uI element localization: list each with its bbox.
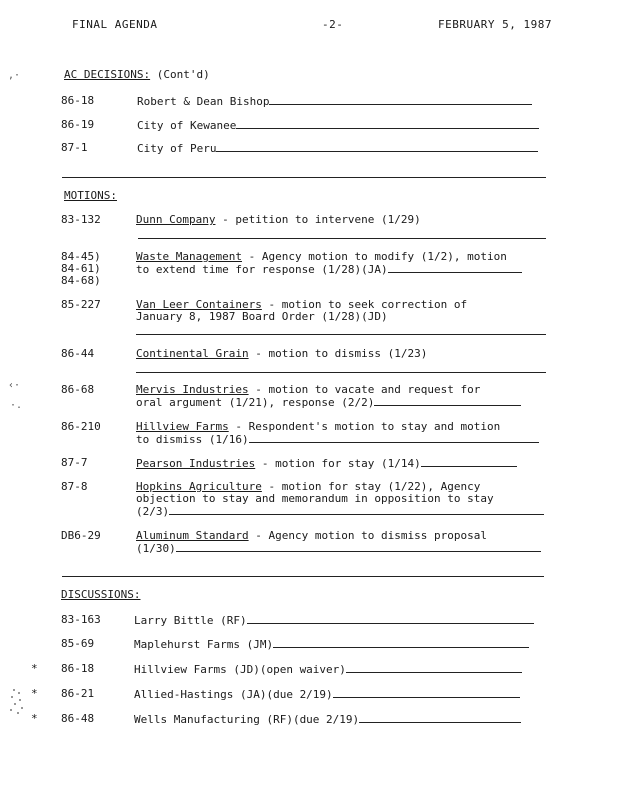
motion-desc: Hillview Farms - Respondent's motion to stay and motion to dismiss (1/16): [136, 421, 546, 446]
motion-number: 83-132: [61, 213, 101, 226]
star-marker: *: [31, 712, 38, 725]
section-divider: [62, 576, 544, 577]
ac-item-number: 86-19: [61, 118, 95, 131]
motion-desc: Aluminum Standard - Agency motion to dismiss proposal (1/30): [136, 530, 546, 555]
section-divider: [62, 177, 546, 178]
margin-mark: ·.: [10, 400, 23, 411]
motion-number: 86-44: [61, 347, 95, 360]
discussion-desc: Larry Bittle (RF): [134, 614, 534, 627]
discussion-desc: Wells Manufacturing (RF)(due 2/19): [134, 713, 521, 726]
motion-number: 86-210: [61, 420, 101, 433]
motion-number: 87-7: [61, 456, 88, 469]
discussion-number: 83-163: [61, 613, 101, 626]
ac-item-number: 87-1: [61, 141, 88, 154]
motions-heading: MOTIONS:: [64, 189, 117, 202]
ac-item-desc: City of Peru: [137, 142, 538, 155]
motion-number: 86-68: [61, 383, 95, 396]
fill-line: [136, 334, 546, 335]
motion-desc: Dunn Company - petition to intervene (1/29): [136, 213, 421, 226]
discussion-desc: Allied-Hastings (JA)(due 2/19): [134, 688, 520, 701]
motion-number: 85-227: [61, 298, 101, 311]
discussion-desc: Hillview Farms (JD)(open waiver): [134, 663, 522, 676]
discussion-number: 86-21: [61, 687, 95, 700]
motion-desc: Waste Management - Agency motion to modify (1/2), motion to extend time for response (1/28)(JA): [136, 251, 546, 276]
ac-item-desc: Robert & Dean Bishop: [137, 95, 532, 108]
discussion-number: 85-69: [61, 637, 95, 650]
star-marker: *: [31, 662, 38, 675]
motion-number: 84-45) 84-61) 84-68): [61, 250, 101, 287]
margin-mark: ,·: [8, 70, 21, 81]
motion-desc: Continental Grain - motion to dismiss (1/23): [136, 347, 428, 360]
fill-line: [136, 372, 546, 373]
motion-desc: Pearson Industries - motion for stay (1/14): [136, 457, 546, 470]
margin-mark: ‹·: [8, 380, 21, 391]
scribble-mark: [6, 684, 28, 720]
discussion-number: 86-48: [61, 712, 95, 725]
header-date: FEBRUARY 5, 1987: [438, 18, 552, 31]
motion-number: DB6-29: [61, 529, 101, 542]
star-marker: *: [31, 687, 38, 700]
discussions-heading: DISCUSSIONS:: [61, 588, 141, 601]
discussion-desc: Maplehurst Farms (JM): [134, 638, 529, 651]
ac-decisions-heading: AC DECISIONS: (Cont'd): [64, 68, 210, 81]
ac-item-number: 86-18: [61, 94, 95, 107]
motion-desc: Hopkins Agriculture - motion for stay (1/22), Agency objection to stay and memorandum in opposition to stay (2/3): [136, 481, 546, 518]
motion-desc: Van Leer Containers - motion to seek correction of January 8, 1987 Board Order (1/28)(JD): [136, 298, 468, 323]
discussion-number: 86-18: [61, 662, 95, 675]
motion-desc: Mervis Industries - motion to vacate and request for oral argument (1/21), response (2/2): [136, 384, 546, 409]
motion-number: 87-8: [61, 480, 88, 493]
ac-item-desc: City of Kewanee: [137, 119, 539, 132]
header-left: FINAL AGENDA: [72, 18, 158, 31]
page-number: -2-: [322, 18, 344, 31]
fill-line: [138, 238, 546, 239]
